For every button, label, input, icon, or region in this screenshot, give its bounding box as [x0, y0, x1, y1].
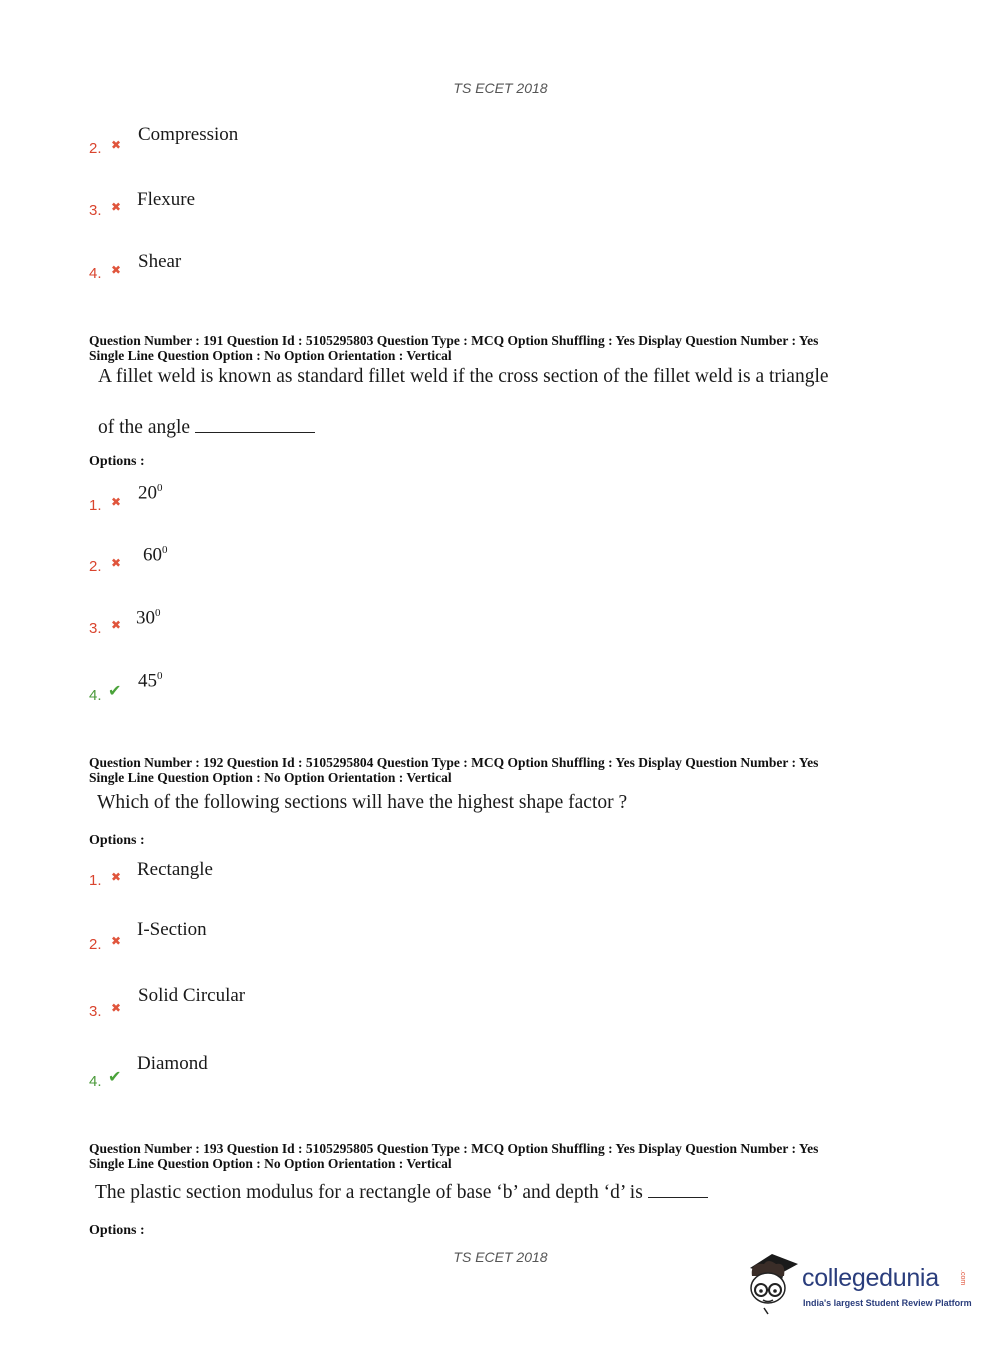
- option-value: 60: [143, 544, 162, 566]
- page-footer: TS ECET 2018: [453, 1249, 548, 1265]
- option-superscript: 0: [157, 482, 163, 494]
- question-meta-line: Question Number : 191 Question Id : 5105295803 Question Type : MCQ Option Shuffling : Yes Display Question Number : Yes: [89, 333, 819, 348]
- question-text: A fillet weld is known as standard fillet weld if the cross section of the fillet weld is a triangle: [98, 366, 829, 387]
- wrong-mark-icon: ✖: [111, 263, 122, 277]
- wrong-mark-icon: ✖: [111, 618, 122, 632]
- option-number: 4.: [89, 687, 102, 704]
- answer-blank: [648, 1179, 708, 1198]
- option-text: Rectangle: [137, 859, 213, 880]
- logo-tagline: India's largest Student Review Platform: [803, 1298, 972, 1308]
- wrong-mark-icon: ✖: [111, 200, 122, 214]
- collegedunia-logo: [742, 1250, 972, 1320]
- option-value: 20: [138, 482, 157, 504]
- option-number: 3.: [89, 202, 102, 219]
- question-text: The plastic section modulus for a rectangle of base ‘b’ and depth ‘d’ is: [95, 1182, 643, 1203]
- question-meta-line: Single Line Question Option : No Option Orientation : Vertical: [89, 1156, 452, 1171]
- question-meta-line: Single Line Question Option : No Option Orientation : Vertical: [89, 770, 452, 785]
- option-text: [143, 544, 168, 566]
- option-value: 45: [138, 670, 157, 692]
- option-number: 2.: [89, 558, 102, 575]
- mascot-icon: [742, 1250, 802, 1316]
- option-number: 2.: [89, 140, 102, 157]
- option-text: [136, 607, 161, 629]
- logo-wordmark: collegedunia: [802, 1264, 939, 1292]
- question-text: Which of the following sections will have the highest shape factor ?: [97, 792, 628, 813]
- answer-blank: [195, 414, 315, 433]
- question-text-continued: [98, 414, 315, 439]
- option-number: 2.: [89, 936, 102, 953]
- question-meta-line: Question Number : 192 Question Id : 5105295804 Question Type : MCQ Option Shuffling : Yes Display Question Number : Yes: [89, 755, 819, 770]
- logo-com-suffix: .com: [959, 1270, 966, 1286]
- option-text: Flexure: [137, 189, 196, 210]
- wrong-mark-icon: ✖: [111, 1001, 122, 1015]
- option-number: 4.: [89, 1073, 102, 1090]
- option-number: 1.: [89, 872, 102, 889]
- question-text-fragment: of the angle: [98, 417, 191, 438]
- option-text: Shear: [138, 251, 182, 272]
- option-text: I-Section: [137, 919, 207, 940]
- option-number: 3.: [89, 620, 102, 637]
- question-meta-line: Single Line Question Option : No Option Orientation : Vertical: [89, 348, 452, 363]
- option-text: Compression: [138, 124, 239, 145]
- question-meta-line: Question Number : 193 Question Id : 5105295805 Question Type : MCQ Option Shuffling : Yes Display Question Number : Yes: [89, 1141, 819, 1156]
- wrong-mark-icon: ✖: [111, 138, 122, 152]
- options-label: Options :: [89, 454, 145, 469]
- option-text: [138, 670, 163, 692]
- option-superscript: 0: [155, 607, 161, 619]
- option-text: Diamond: [137, 1053, 208, 1074]
- wrong-mark-icon: ✖: [111, 556, 122, 570]
- wrong-mark-icon: ✖: [111, 495, 122, 509]
- option-text: Solid Circular: [138, 985, 246, 1006]
- option-superscript: 0: [157, 670, 163, 682]
- check-mark-icon: ✔: [108, 681, 122, 700]
- option-superscript: 0: [162, 544, 168, 556]
- option-number: 4.: [89, 265, 102, 282]
- option-text: [138, 482, 163, 504]
- check-mark-icon: ✔: [108, 1067, 122, 1086]
- wrong-mark-icon: ✖: [111, 870, 122, 884]
- option-number: 3.: [89, 1003, 102, 1020]
- question-text-row: [95, 1179, 708, 1204]
- wrong-mark-icon: ✖: [111, 934, 122, 948]
- page-header: TS ECET 2018: [453, 80, 548, 96]
- options-label: Options :: [89, 1223, 145, 1238]
- option-number: 1.: [89, 497, 102, 514]
- options-label: Options :: [89, 833, 145, 848]
- option-value: 30: [136, 607, 155, 629]
